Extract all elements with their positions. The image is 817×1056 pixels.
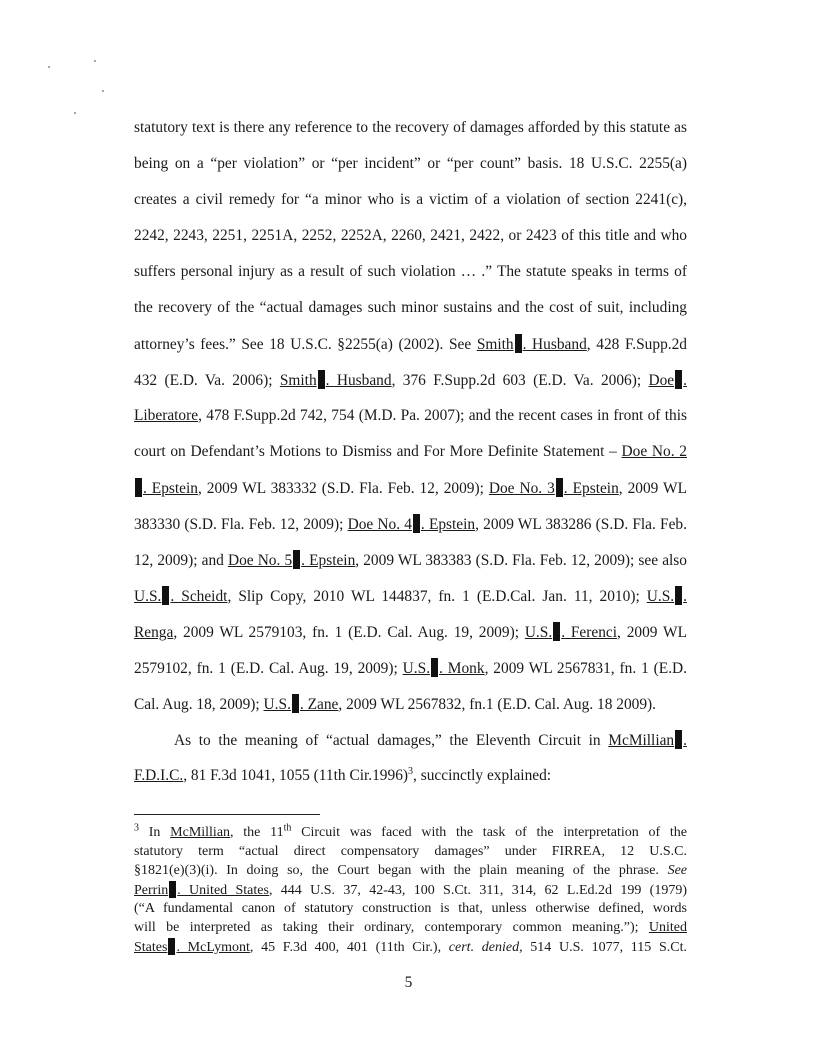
body-line-11: . Epstein, 2009 WL 383332 (S.D. Fla. Feb. 12, 2009); Doe No. 3 . Epstein, 2009 WL — [134, 478, 687, 499]
case-citation: . McLymont — [176, 940, 250, 955]
body-line-9: Liberatore, 478 F.Supp.2d 742, 754 (M.D. Pa. 2007); and the recent cases in front of this — [134, 407, 687, 424]
scan-speck — [102, 90, 104, 92]
scan-speck — [94, 60, 96, 62]
redaction-bar — [293, 550, 300, 569]
body-line-7: attorney’s fees.” See 18 U.S.C. §2255(a) (2002). See Smith . Husband, 428 F.Supp.2d — [134, 336, 687, 353]
footnote-line-5: (“A fundamental canon of statutory construction is that, unless otherwise defined, words — [134, 901, 687, 916]
body-line-16: 2579102, fn. 1 (E.D. Cal. Aug. 19, 2009); U.S. . Monk, 2009 WL 2567831, fn. 1 (E.D. — [134, 660, 688, 677]
case-citation: . Scheidt — [170, 588, 228, 605]
footnote-divider — [134, 814, 320, 815]
body-line-19: F.D.I.C., 81 F.3d 1041, 1055 (11th Cir.1996)$^3$, succinctly explained: — [134, 765, 552, 784]
page-number: 5 — [404, 974, 413, 991]
body-line-1: statutory text is there any reference to the recovery of damages afforded by this statute as — [134, 119, 687, 136]
footnote-line-4: Perrin . United States, 444 U.S. 37, 42-43, 100 S.Ct. 311, 314, 62 L.Ed.2d 199 (1979) — [134, 883, 688, 898]
body-line-12: 383330 (S.D. Fla. Feb. 12, 2009); Doe No. 4 . Epstein, 2009 WL 383286 (S.D. Fla. Feb. — [134, 516, 687, 533]
redaction-bar — [413, 514, 420, 533]
case-citation: Doe — [648, 372, 675, 389]
footnote-line-1: $^3$ In McMillian, the 11th Circuit was faced with the task of the interpretation of the — [134, 822, 688, 840]
case-citation: . Epstein — [301, 552, 356, 569]
scan-speck — [48, 66, 50, 68]
footnote-line-6: will be interpreted as taking their ordinary, contemporary common meaning.”); United — [134, 920, 687, 935]
case-citation: U.S. — [402, 660, 431, 677]
case-citation: . Ferenci — [561, 624, 618, 641]
body-line-18: As to the meaning of “actual damages,” the Eleventh Circuit in McMillian . — [174, 732, 687, 749]
case-citation: Doe No. 3 — [488, 480, 555, 497]
case-citation: Liberatore — [134, 407, 199, 424]
case-citation: McMillian — [608, 732, 675, 749]
redaction-bar — [556, 478, 563, 497]
body-line-13: 12, 2009); and Doe No. 5 . Epstein, 2009 WL 383383 (S.D. Fla. Feb. 12, 2009); see also — [134, 552, 687, 569]
case-citation: Smith — [279, 372, 317, 389]
redaction-bar — [675, 730, 682, 749]
case-citation: United — [648, 920, 687, 935]
case-citation: . Epstein — [143, 480, 198, 497]
body-line-4: 2242, 2243, 2251, 2251A, 2252, 2252A, 2260, 2421, 2422, or 2423 of this title and who — [134, 227, 687, 244]
body-line-2: being on a “per violation” or “per incident” or “per count” basis. 18 U.S.C. 2255(a) — [134, 155, 687, 172]
footnote-line-2: statutory term “actual direct compensatory damages” under FIRREA, 12 U.S.C. — [134, 844, 687, 859]
redaction-bar — [168, 938, 175, 955]
case-citation: . United States — [177, 883, 269, 898]
body-line-17: Cal. Aug. 18, 2009); U.S. . Zane, 2009 WL 2567832, fn.1 (E.D. Cal. Aug. 18 2009). — [134, 696, 657, 713]
case-citation: . Monk — [439, 660, 485, 677]
redaction-bar — [675, 370, 682, 389]
redaction-bar — [675, 586, 682, 605]
body-line-5: suffers personal injury as a result of such violation … .” The statute speaks in terms of — [134, 263, 687, 280]
case-citation: F.D.I.C. — [134, 767, 184, 784]
footnote-line-7: States . McLymont, 45 F.3d 400, 401 (11th Cir.), cert. denied, 514 U.S. 1077, 115 S.Ct. — [134, 940, 687, 955]
case-citation: . Zane — [299, 696, 339, 713]
case-citation: . Husband — [522, 336, 587, 353]
redaction-bar — [553, 622, 560, 641]
body-line-15: Renga, 2009 WL 2579103, fn. 1 (E.D. Cal. Aug. 19, 2009); U.S. . Ferenci, 2009 WL — [134, 624, 687, 641]
redaction-bar — [431, 658, 438, 677]
footnote-marker: 3 — [408, 765, 414, 777]
case-citation: . Husband — [325, 372, 392, 389]
redaction-bar — [135, 478, 142, 497]
case-citation: McMillian — [170, 825, 231, 840]
body-line-6: the recovery of the “actual damages such minor sustains and the cost of suit, including — [134, 299, 687, 316]
redaction-bar — [318, 370, 325, 389]
redaction-bar — [292, 694, 299, 713]
redaction-bar — [515, 334, 522, 353]
case-citation: Perrin — [134, 883, 169, 898]
case-citation: Doe No. 2 — [621, 443, 687, 460]
case-citation: U.S. — [646, 588, 675, 605]
body-line-3: creates a civil remedy for “a minor who is a victim of a violation of section 2241(c), — [134, 191, 687, 208]
redaction-bar — [169, 881, 176, 898]
body-line-10: court on Defendant’s Motions to Dismiss and For More Definite Statement – Doe No. 2 — [134, 443, 687, 460]
case-citation: . Epstein — [563, 480, 619, 497]
case-citation: Doe No. 4 — [347, 516, 412, 533]
case-citation: Doe No. 5 — [227, 552, 293, 569]
case-citation: U.S. — [524, 624, 553, 641]
body-line-14: U.S. . Scheidt, Slip Copy, 2010 WL 144837, fn. 1 (E.D.Cal. Jan. 11, 2010); U.S. . — [134, 588, 687, 605]
case-citation: U.S. — [134, 588, 162, 605]
scan-speck — [74, 112, 76, 114]
case-citation: Renga — [134, 624, 174, 641]
case-citation: U.S. — [263, 696, 291, 713]
footnote-line-3: §1821(e)(3)(i). In doing so, the Court began with the plain meaning of the phrase. See — [134, 863, 687, 878]
redaction-bar — [162, 586, 169, 605]
body-line-8: 432 (E.D. Va. 2006); Smith . Husband, 376 F.Supp.2d 603 (E.D. Va. 2006); Doe . — [134, 372, 688, 389]
case-citation: States — [134, 940, 168, 955]
case-citation: . Epstein — [420, 516, 476, 533]
case-citation: Smith — [476, 336, 514, 353]
